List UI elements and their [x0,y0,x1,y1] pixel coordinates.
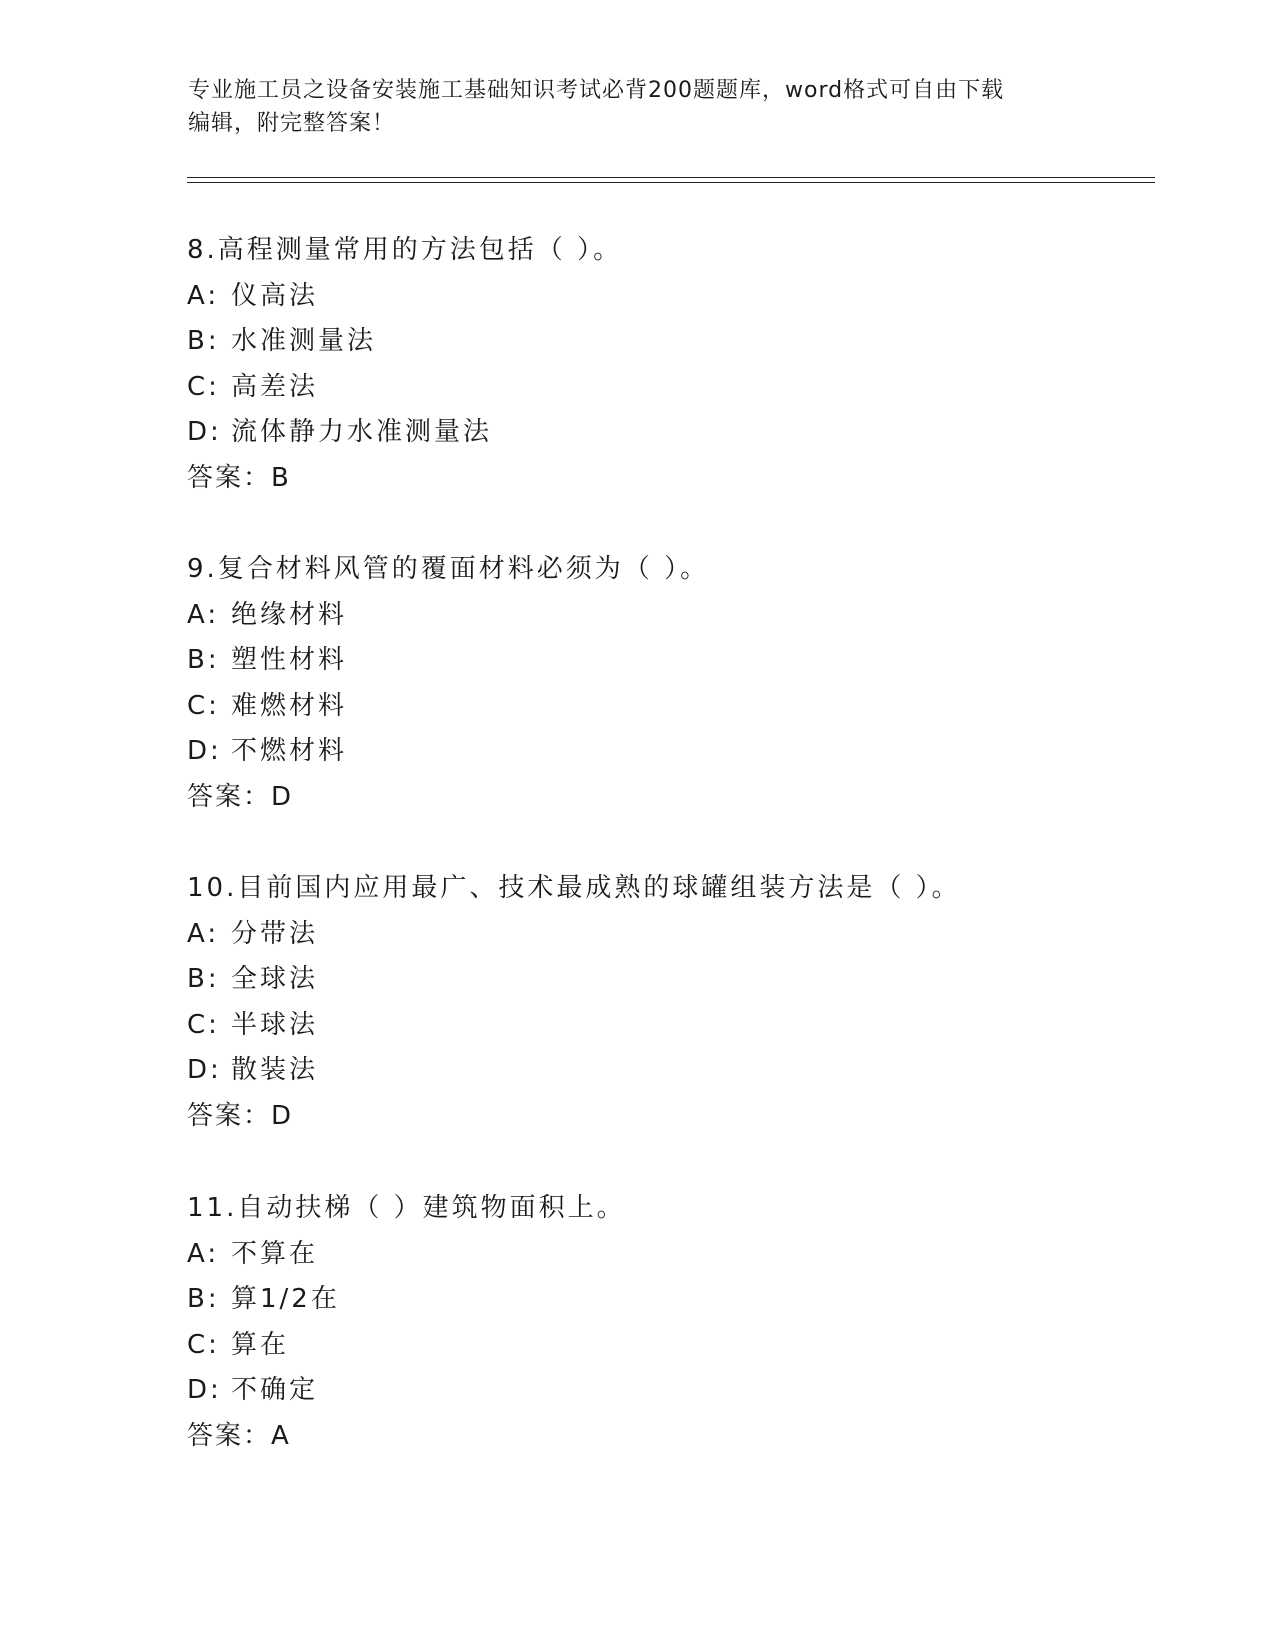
option-key: C: [187,1009,220,1040]
option-d [187,1368,1167,1414]
answer [187,775,1167,821]
document-header [188,74,1088,140]
question-stem: 9.复合材料风管的覆面材料必须为（ ）。 [187,554,710,584]
option-b [187,957,1167,1003]
option-text: 绝缘材料 [231,599,348,630]
option-c [187,365,1167,411]
option-key: D: [187,1375,222,1405]
option-text: 仪高法 [231,280,319,311]
question-9 [187,547,1167,820]
option-key: D: [187,417,222,447]
option-text: 水准测量法 [231,326,377,356]
answer-value: B [271,462,290,493]
option-b [187,319,1167,365]
answer-label: 答案： [187,1100,272,1131]
answer-label: 答案： [187,781,272,812]
option-d [187,729,1167,775]
header-divider-top [187,177,1155,178]
option-text: 分带法 [231,918,319,949]
option-text: 高差法 [231,371,319,402]
option-text: 半球法 [231,1009,319,1040]
answer-value: A [271,1420,290,1451]
header-divider-bottom [187,182,1155,183]
option-c [187,1323,1167,1369]
option-key: A: [187,280,220,311]
option-d [187,1048,1167,1094]
option-key: C: [187,690,220,721]
option-key: B: [187,964,220,994]
option-text: 塑性材料 [231,645,348,675]
option-key: C: [187,371,220,402]
option-b [187,638,1167,684]
option-c [187,1003,1167,1049]
question-11 [187,1186,1167,1459]
header-line-2: 编辑，附完整答案！ [188,111,396,136]
answer-label: 答案： [187,1420,272,1451]
option-text: 流体静力水准测量法 [231,417,493,447]
option-key: D: [187,736,222,766]
option-key: A: [187,1238,220,1269]
option-a [187,593,1167,639]
option-key: B: [187,645,220,675]
option-text: 不燃材料 [231,736,348,766]
option-key: A: [187,599,220,630]
question-stem: 8.高程测量常用的方法包括（ ）。 [187,235,623,265]
answer-value: D [271,1100,293,1131]
question-stem: 10.目前国内应用最广、技术最成熟的球罐组装方法是（ ）。 [187,873,961,903]
option-a [187,1232,1167,1278]
option-c [187,684,1167,730]
option-key: A: [187,918,220,949]
option-text: 全球法 [231,964,319,994]
question-8 [187,228,1167,501]
option-key: B: [187,326,220,356]
option-text: 不确定 [231,1375,319,1405]
option-a [187,274,1167,320]
option-a [187,912,1167,958]
answer [187,1414,1167,1460]
option-key: D: [187,1055,222,1085]
option-b [187,1277,1167,1323]
question-stem: 11.自动扶梯（ ）建筑物面积上。 [187,1193,626,1223]
option-text: 算1/2在 [231,1284,340,1314]
answer [187,456,1167,502]
option-key: C: [187,1329,220,1360]
answer-label: 答案： [187,462,272,493]
option-text: 算在 [231,1329,290,1360]
header-line-1: 专业施工员之设备安装施工基础知识考试必背200题题库，word格式可自由下载 [188,78,1005,103]
option-d [187,410,1167,456]
answer [187,1094,1167,1140]
option-text: 难燃材料 [231,690,348,721]
answer-value: D [271,781,293,812]
option-text: 不算在 [231,1238,319,1269]
option-text: 散装法 [231,1055,319,1085]
question-10 [187,866,1167,1139]
option-key: B: [187,1284,220,1314]
